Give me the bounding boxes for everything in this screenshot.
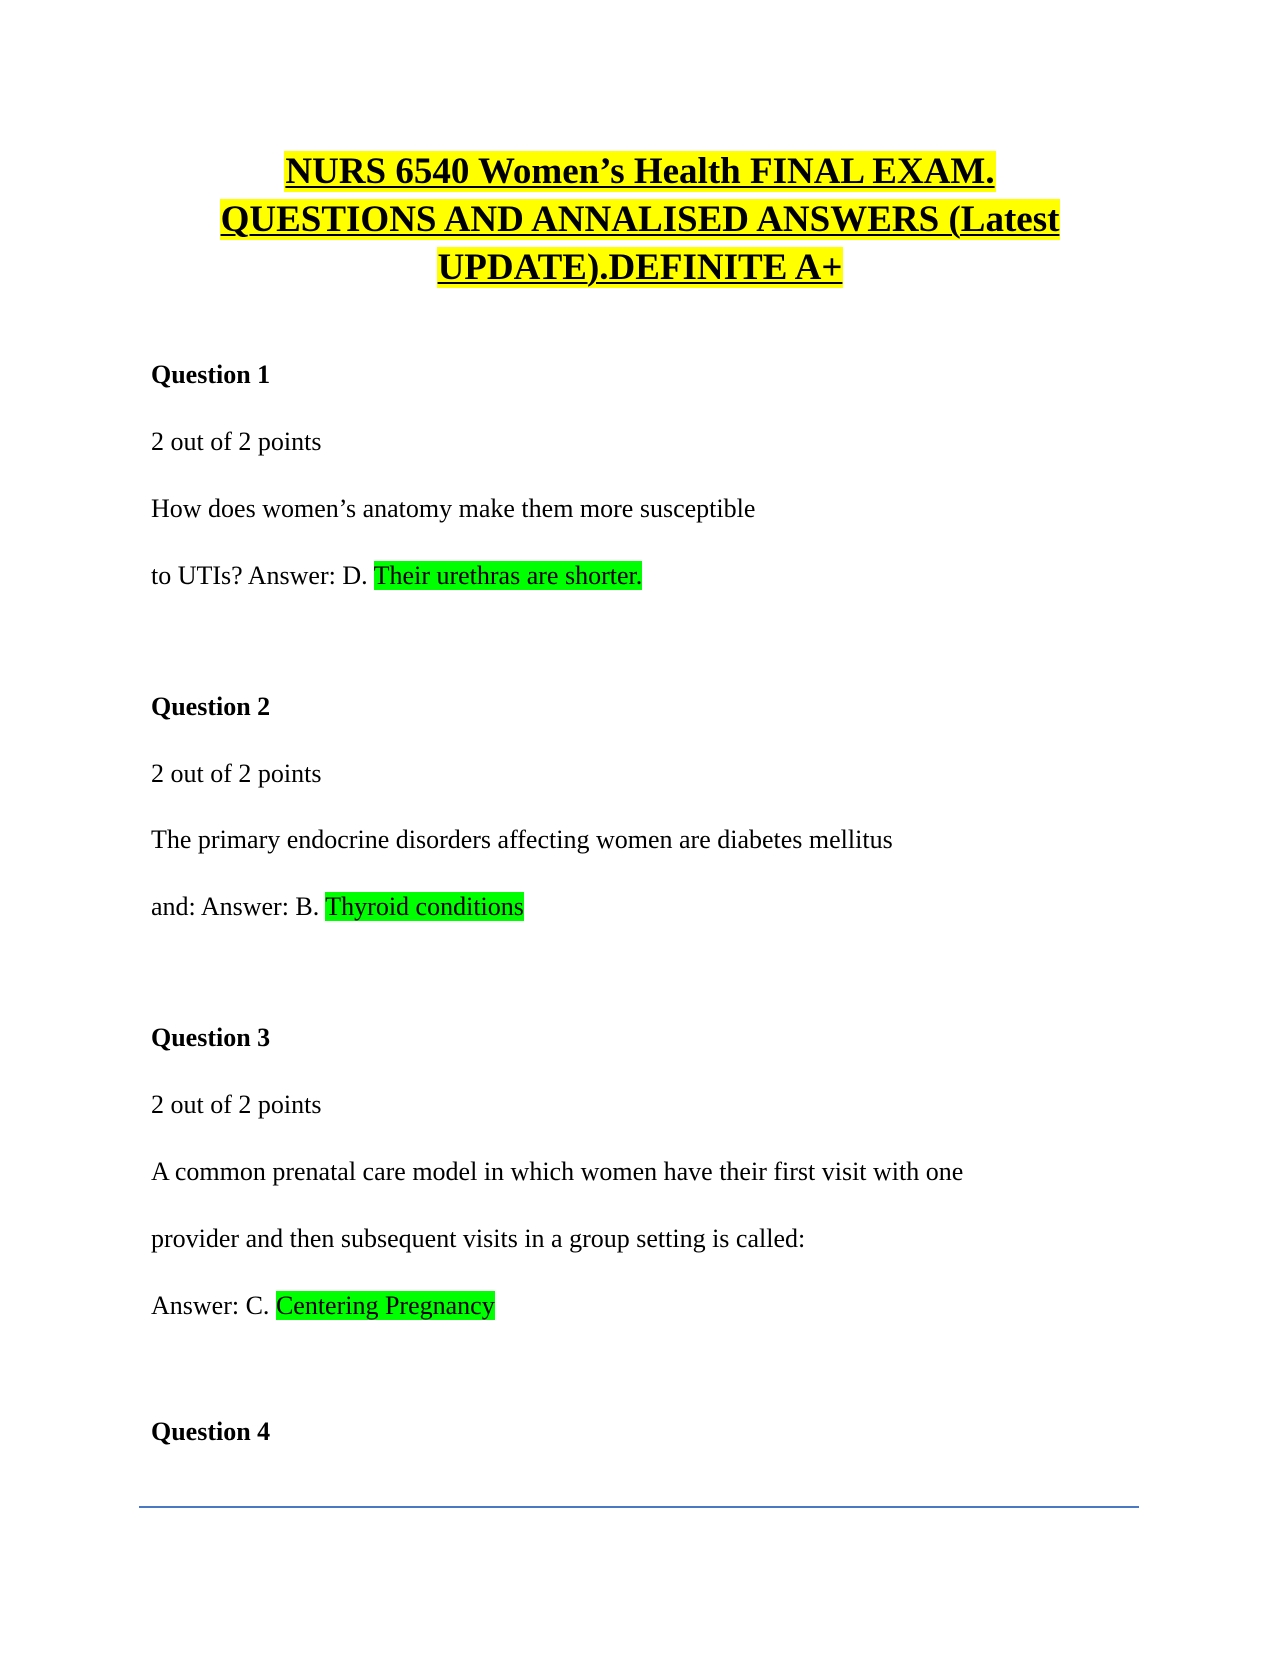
question-1-text: How does women’s anatomy make them more susceptible [151, 494, 756, 523]
question-3-answer: Centering Pregnancy [275, 1291, 495, 1320]
question-1-answer-line [151, 559, 642, 593]
title-line-2: QUESTIONS AND ANNALISED ANSWERS (Latest [220, 199, 1060, 240]
question-4-heading: Question 4 [151, 1417, 271, 1446]
question-1-answer: Their urethras are shorter. [373, 561, 643, 590]
question-1-heading: Question 1 [151, 360, 271, 389]
document-title [140, 148, 1140, 292]
question-1-answer-prefix: to UTIs? Answer: D. [151, 561, 374, 590]
question-3-text-line-2: provider and then subsequent visits in a group setting is called: [151, 1224, 806, 1253]
question-3-answer-prefix: Answer: C. [151, 1291, 276, 1320]
question-2-points: 2 out of 2 points [151, 759, 322, 788]
title-line-3: UPDATE).DEFINITE A+ [437, 247, 843, 288]
question-2-answer-prefix: and: Answer: B. [151, 892, 326, 921]
question-3-heading: Question 3 [151, 1023, 271, 1052]
question-3-answer-line [151, 1289, 495, 1323]
question-2-answer-line [151, 890, 524, 924]
title-line-1: NURS 6540 Women’s Health FINAL EXAM. [285, 151, 995, 192]
question-2-text: The primary endocrine disorders affecting women are diabetes mellitus [151, 825, 893, 854]
question-2-heading: Question 2 [151, 692, 271, 721]
footer-divider [139, 1506, 1139, 1508]
question-2-answer: Thyroid conditions [325, 892, 524, 921]
question-1-points: 2 out of 2 points [151, 427, 322, 456]
question-3-points: 2 out of 2 points [151, 1090, 322, 1119]
question-3-text-line-1: A common prenatal care model in which women have their first visit with one [151, 1157, 964, 1186]
